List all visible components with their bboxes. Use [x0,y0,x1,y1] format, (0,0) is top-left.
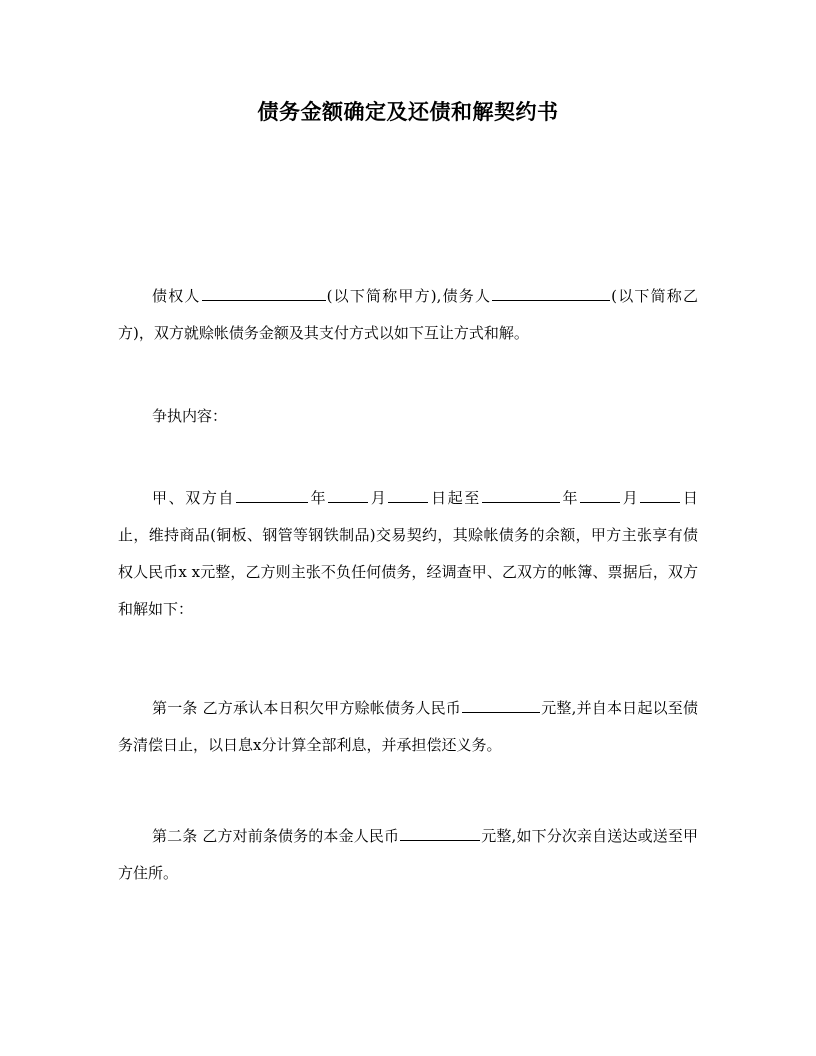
end-month-blank [580,487,620,503]
month-label-1: 月 [369,489,388,507]
start-date-blank [236,487,308,503]
article-1 [118,690,698,764]
end-date-blank [482,487,560,503]
dispute-heading: 争执内容： [152,407,228,425]
article-2-text-1: 第二条 乙方对前条债务的本金人民币 [152,827,400,845]
article-1-text-2: 元整,并自本日起以至债务清偿日止，以日息x分计算全部利息，并承担偿还义务。 [118,699,698,754]
intro-text-1: 债权人 [152,287,201,305]
document-title: 债务金额确定及还债和解契约书 [257,100,559,124]
article-2-amount-blank [400,825,480,841]
year-label-2: 年 [560,489,580,507]
article-1-amount-blank [462,697,540,713]
intro-text-3: (以下简称乙方)，双方就赊帐债务金额及其支付方式以如下互让方式和解。 [118,287,698,342]
day-label-1: 日起至 [429,489,481,507]
end-day-blank [640,487,680,503]
start-month-blank [328,487,368,503]
year-label-1: 年 [309,489,328,507]
dispute-text-2: 日止，维持商品(铜板、钢管等钢铁制品)交易契约，其赊帐债务的余额，甲方主张享有债权人民币x x元整，乙方则主张不负任何债务，经调查甲、乙双方的帐簿、票据后，双方和解如下： [118,489,698,618]
dispute-paragraph [118,480,698,628]
intro-paragraph [118,278,698,352]
creditor-blank [202,285,326,301]
article-2 [118,818,698,892]
article-1-text-1: 第一条 乙方承认本日积欠甲方赊帐债务人民币 [152,699,461,717]
debtor-blank [492,285,610,301]
dispute-text-1: 甲、双方自 [152,489,236,507]
start-day-blank [388,487,428,503]
intro-text-2: (以下简称甲方),债务人 [326,287,492,305]
month-label-2: 月 [621,489,640,507]
article-2-text-2: 元整,如下分次亲自送达或送至甲方住所。 [118,827,698,882]
